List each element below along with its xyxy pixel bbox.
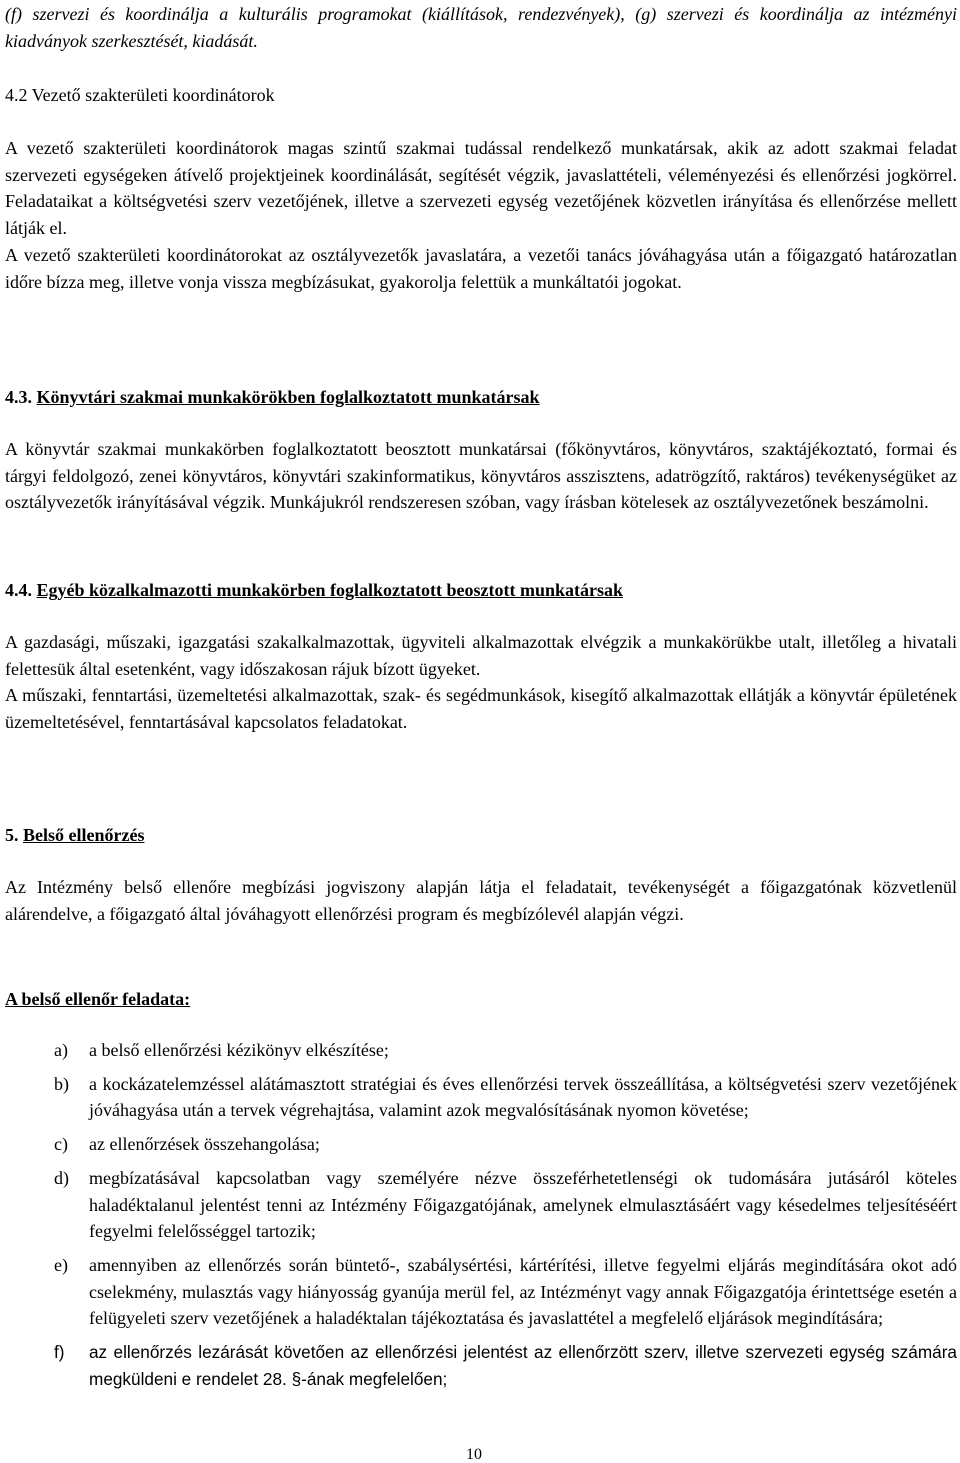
list-item: [54, 1339, 957, 1392]
page-number: 10: [466, 1446, 482, 1463]
section-5-paragraph: Az Intézmény belső ellenőre megbízási jogviszony alapján látja el feladatait, tevékenységét a főigazgatónak közvetlenül alárendelve, a főigazgató által jóváhagyott ellenőrzési program és megbízólevél alapján végzi.: [5, 877, 957, 924]
tasks-list: [54, 1037, 957, 1399]
list-marker: a): [54, 1040, 68, 1060]
list-marker: d): [54, 1167, 69, 1188]
section-5-number: 5.: [5, 825, 19, 845]
section-4-3-body: [5, 436, 957, 516]
list-marker: e): [54, 1254, 68, 1275]
list-item: [54, 1037, 957, 1064]
list-item-text: megbízatásával kapcsolatban vagy személyére nézve összeférhetetlenségi ok tudomására jutásáról köteles haladéktalanul jelentést tenni az Intézmény Főigazgatójának, amelynek elmulasztásáért vagy késedelmes teljesítéséért fegyelmi felelősséggel tartozik;: [89, 1167, 957, 1242]
list-item-text: az ellenőrzés lezárását követően az ellenőrzési jelentést az ellenőrzött szerv, illetve szervezeti egység számára megküldeni e rendelet 28. §-ának megfelelően;: [89, 1342, 957, 1389]
list-item-text: az ellenőrzések összehangolása;: [89, 1134, 320, 1155]
section-4-4-title: Egyéb közalkalmazotti munkakörben foglalkoztatott beosztott munkatársak: [36, 580, 624, 600]
section-4-4-number: 4.4.: [5, 580, 32, 600]
list-item: [54, 1131, 957, 1158]
section-4-2-paragraph-1: A vezető szakterületi koordinátorok magas szintű szakmai tudással rendelkező munkatársak, akik az adott szakmai feladat szervezeti egységeken átívelő projektjeinek koordinálását, segítését végzik, javaslattételi, véleményezési és ellenőrzési jogkörrel. Feladataikat a költségvetési szerv vezetőjének, illetve a szervezeti egység vezetőjének közvetlen irányítása és ellenőrzése mellett látják el.: [5, 138, 957, 239]
section-4-2-paragraph-2: A vezető szakterületi koordinátorokat az osztályvezetők javaslatára, a vezetői tanács jóváhagyása után a főigazgató határozatlan időre bízza meg, illetve vonja vissza megbízásukat, gyakorolja felettük a munkáltatói jogokat.: [5, 244, 957, 292]
list-item: [54, 1071, 957, 1124]
section-4-2-body: [5, 135, 957, 295]
section-4-4-paragraph-2: A műszaki, fenntartási, üzemeltetési alkalmazottak, szak- és segédmunkások, kisegítő alkalmazottak ellátják a könyvtár épületének üzemeltetésével, fenntartásával kapcsolatos feladatokat.: [5, 685, 957, 733]
tasks-heading: [5, 986, 190, 1012]
section-4-2-heading: 4.2 Vezető szakterületi koordinátorok: [5, 85, 275, 105]
section-4-4-paragraph-1: A gazdasági, műszaki, igazgatási szakalkalmazottak, ügyviteli alkalmazottak elvégzik a munkakörükbe utalt, illetőleg a hivatali felettesük által esetenként, vagy időszakosan rájuk bízott ügyeket.: [5, 632, 957, 679]
intro-paragraph: (f) szervezi és koordinálja a kulturális programokat (kiállítások, rendezvények), (g) szervezi és koordinálja az intézményi kiadványok szerkesztését, kiadását.: [5, 4, 957, 51]
section-5-heading: [5, 822, 144, 848]
section-5-title: Belső ellenőrzés: [23, 825, 145, 845]
list-item-text: a belső ellenőrzési kézikönyv elkészítése;: [89, 1040, 389, 1060]
list-item: [54, 1252, 957, 1332]
section-4-3-number: 4.3.: [5, 387, 32, 407]
list-marker: f): [54, 1342, 65, 1363]
tasks-title: A belső ellenőr feladata:: [5, 989, 191, 1009]
list-item: [54, 1165, 957, 1245]
section-4-4-heading: [5, 577, 623, 603]
list-item-text: amennyiben az ellenőrzés során büntető-, szabálysértési, kártérítési, illetve fegyelmi eljárás megindítására okot adó cselekmény, mulasztás vagy hiányosság gyanúja merül fel, az Intézményt vagy annak Főigazgatója érintettsége esetén a felügyeleti szerv vezetőjének a haladéktalan tájékoztatása és javaslattétel a megfelelő eljárások megindítására;: [89, 1254, 957, 1329]
list-marker: b): [54, 1073, 69, 1094]
list-marker: c): [54, 1134, 68, 1155]
section-4-3-paragraph: A könyvtár szakmai munkakörben foglalkoztatott beosztott munkatársai (főkönyvtáros, könyvtáros, szaktájékoztató, formai és tárgyi feldolgozó, zenei könyvtáros, könyvtári szakinformatikus, könyvtáros asszisztens, adatrögzítő, raktáros) tevékenységüket az osztályvezetők irányításával végzik. Munkájukról rendszeresen szóban, vagy írásban kötelesek az osztályvezetőnek beszámolni.: [5, 439, 957, 513]
section-4-3-title: Könyvtári szakmai munkakörökben foglalkoztatott munkatársak: [36, 387, 540, 407]
section-4-4-body: [5, 629, 957, 736]
section-5-body: [5, 874, 957, 927]
list-item-text: a kockázatelemzéssel alátámasztott stratégiai és éves ellenőrzési tervek összeállítása, a költségvetési szerv vezetőjének jóváhagyása után a tervek végrehajtása, valamint azok megvalósításának nyomon követése;: [89, 1073, 957, 1121]
section-4-3-heading: [5, 384, 540, 410]
